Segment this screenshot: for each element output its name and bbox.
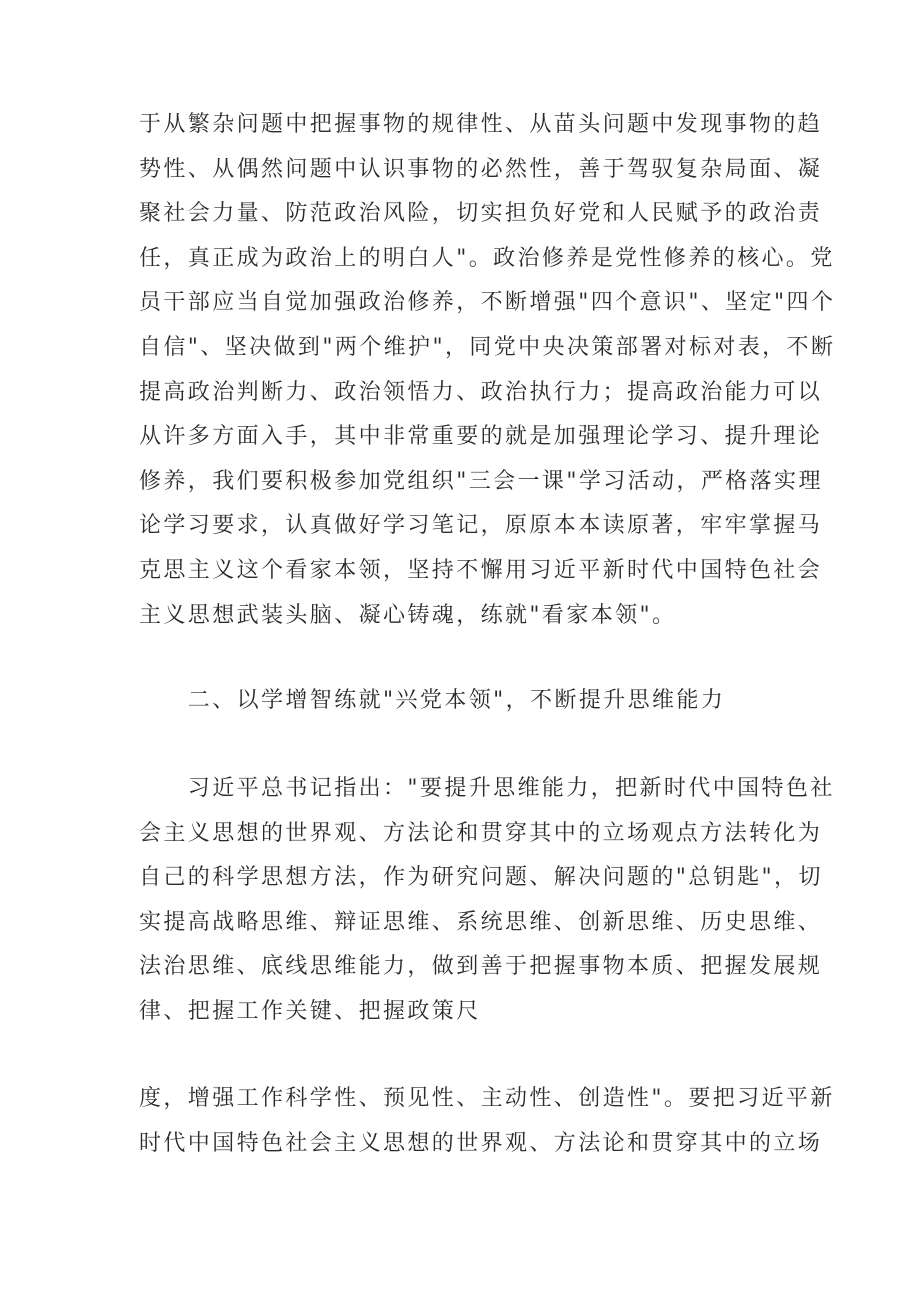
- paragraph-line: 实提高战略思维、辩证思维、系统思维、创新思维、历史思维、: [139, 909, 823, 935]
- paragraph-line: 从许多方面入手，其中非常重要的就是加强理论学习、提升理论: [139, 424, 823, 450]
- paragraph-line: 自信"、坚决做到"两个维护"，同党中央决策部署对标对表，不断: [139, 334, 836, 360]
- paragraph-line: 会主义思想的世界观、方法论和贯穿其中的立场观点方法转化为: [139, 820, 823, 846]
- paragraph-line: 于从繁杂问题中把握事物的规律性、从苗头问题中发现事物的趋: [139, 112, 823, 137]
- paragraph-line: 时代中国特色社会主义思想的世界观、方法论和贯穿其中的立场: [139, 1130, 823, 1156]
- paragraph-line: 聚社会力量、防范政治风险，切实担负好党和人民赋予的政治责: [139, 201, 823, 227]
- paragraph-line: 自己的科学思想方法，作为研究问题、解决问题的"总钥匙"，切: [139, 865, 823, 891]
- paragraph-line: 任，真正成为政治上的明白人"。政治修养是党性修养的核心。党: [139, 245, 835, 271]
- paragraph-line: 主义思想武装头脑、凝心铸魂，练就"看家本领"。: [139, 602, 677, 628]
- paragraph-line: 修养，我们要积极参加党组织"三会一课"学习活动，严格落实理: [139, 468, 823, 494]
- section-heading-text: 二、以学增智练就"兴党本领"，不断提升思维能力: [139, 688, 726, 713]
- paragraph-line: 员干部应当自觉加强政治修养，不断增强"四个意识"、坚定"四个: [139, 290, 836, 316]
- paragraph-line: 律、把握工作关键、把握政策尺: [139, 998, 481, 1024]
- paragraph-line: 论学习要求，认真做好学习笔记，原原本本读原著，牢牢掌握马: [139, 513, 823, 539]
- section-heading: [139, 679, 799, 724]
- paragraph-continuation: [139, 1077, 835, 1166]
- paragraph-line: 势性、从偶然问题中认识事物的必然性，善于驾驭复杂局面、凝: [139, 156, 823, 182]
- paragraph-political-cultivation: [139, 103, 836, 638]
- paragraph-line: 法治思维、底线思维能力，做到善于把握事物本质、把握发展规: [139, 954, 823, 980]
- paragraph-line: 克思主义这个看家本领，坚持不懈用习近平新时代中国特色社会: [139, 557, 823, 583]
- paragraph-thinking-ability: [139, 767, 835, 1035]
- paragraph-line: 习近平总书记指出："要提升思维能力，把新时代中国特色社: [139, 776, 835, 801]
- paragraph-line: 提高政治判断力、政治领悟力、政治执行力；提高政治能力可以: [139, 379, 823, 405]
- paragraph-line: 度，增强工作科学性、预见性、主动性、创造性"。要把习近平新: [139, 1086, 835, 1111]
